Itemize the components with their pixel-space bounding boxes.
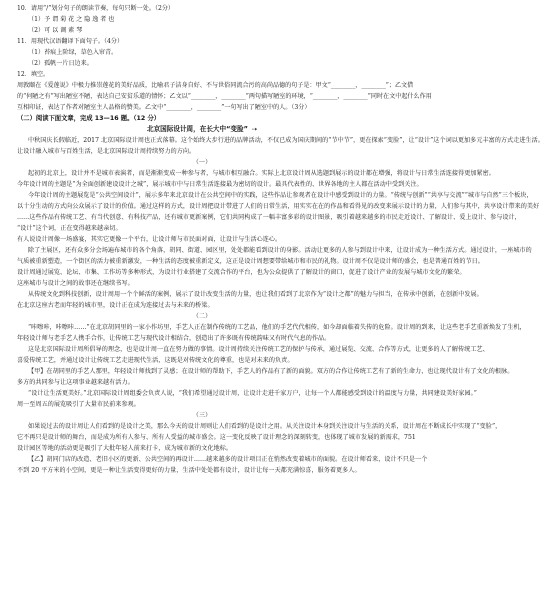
- question-10: 10．请用“/”划分句子的朗读节奏，每句只断一处。（2分）: [17, 5, 175, 12]
- paragraph-line: 喜爱传统工艺，并通过设计让传统工艺走进现代生活，这既是对传统文化的尊重，也是对未来的负责。: [17, 357, 294, 364]
- paragraph-line: “设计让生活更美好。”北京国际设计周组委会负责人说，“我们希望通过设计周，让设计走进千家万户，让每一个人都能感受到设计的温度与力量，共同建设美好家园。”: [28, 390, 477, 397]
- paragraph-line: 气质被重新塑造，一个街区的活力被重新激发，一种生活的态度被重新定义，这正是设计周想要带给城市和市民的礼物。设计周不仅是设计师的盛会，也是普通百姓的节日。: [17, 258, 484, 265]
- paragraph-line: 它不再只是设计师的舞台，而是成为所有人参与、所有人受益的城市盛会。这一变化反映了设计理念的深刻转变，也体现了城市发展的新需求，751: [17, 434, 416, 441]
- part-marker: （一）: [192, 159, 212, 166]
- paragraph-line: 在北京这座古老而年轻的城市里，设计正在成为连接过去与未来的桥梁。: [17, 302, 214, 309]
- question-10-item-2: （2）可 以 调 素 琴: [28, 27, 83, 34]
- paragraph-line: 中秋国庆长假临近，2017 北京国际设计周也正式落幕。这个始终大步行进的品牌活动，不仅已成为国庆期间的“节中节”，更在探索“变脸”，让“设计”这个词以更加多元丰富的方式走进生活。: [28, 137, 544, 144]
- paragraph-line: 设计园区等地的活动更是吸引了大批年轻人前来打卡，成为城市新的文化地标。: [17, 445, 233, 452]
- paragraph-line: 不到 20 平方米的小空间，更是一种让生活变得更好的力量，生活中处处都有设计，设计让每一天都充满惊喜，服务着更多人。: [17, 467, 361, 474]
- section-heading: （二）阅读下面文章，完成 13—16 题。（12 分）: [17, 115, 161, 122]
- part-marker: （二）: [192, 313, 212, 320]
- paragraph-line: ……这些作品有传统工艺、有当代创意、有科技产品，还有城市更新案例，它们共同构成了一幅丰富多彩的设计图景，吸引着越来越多的市民走近设计、了解设计、爱上设计、参与设计，: [17, 214, 521, 221]
- paragraph-line: 这是北京国际设计周所倡导的理念，也是设计周一直在努力做的事情。设计周持续关注传统工艺的保护与传承，通过展览、交流、合作等方式，让更多的人了解传统工艺、: [28, 346, 489, 353]
- question-10-item-1: （1）予 谓 菊 花 之 隐 逸 者 也: [28, 16, 115, 23]
- paragraph-line: 如果说过去的设计周让人们看到的是设计之美，那么今天的设计周则让人们看到的是设计之用。从关注设计本身到关注设计与生活的关系，设计周在不断成长中实现了“变脸”，: [28, 423, 502, 430]
- paragraph-line: “设计”这个词，正在变得越来越亲切。: [17, 225, 122, 232]
- article-title: 北京国际设计周，在长大中“变脸” ⇢: [146, 125, 257, 133]
- paragraph-line: 让设计融入城市与百姓生活，是北京国际设计周持续努力的方向。: [17, 148, 196, 155]
- paragraph-line: 除了主展区，还有众多分会场遍布城市的各个角落，胡同、街道、园区里，处处都能看到设计的身影。活动让更多的人参与到设计中来，让设计成为一种生活方式。通过设计，一座城市的: [28, 247, 532, 254]
- article-body: [17, 135, 544, 476]
- question-11: 11．用现代汉语翻译下面句子。（4分）: [17, 38, 124, 45]
- paragraph-line: 以十分生动的方式向公众展示了设计的价值。通过这样的方式，设计周把设计带进了人们的日常生活，用实实在在的作品和看得见的改变来展示设计的力量，人们参与其中，共享设计带来的美好: [17, 203, 540, 210]
- paragraph-line: 从传统文化到科技创新，设计周用一个个鲜活的案例，展示了设计改变生活的力量，也让我们看到了北京作为“设计之都”的魅力与担当，在传承中创新，在创新中发展。: [28, 291, 483, 298]
- question-11-item-2: （2）孤帆一片日边来。: [28, 60, 93, 67]
- paragraph-line: 设计周通过展览、论坛、市集、工作坊等多种形式，为设计行业搭建了交流合作的平台，也为公众提供了了解设计的窗口，促进了设计产业的发展与城市文化的繁荣。: [17, 269, 466, 276]
- paragraph-line: 今年设计周的主题是“为全面创新建设设计之城”，展示城市中与日常生活连接最为密切的设计。最具代表性的、世界各地的主人都在活动中受到关注。: [17, 181, 423, 188]
- paragraph-line: 有人说设计周像一场盛宴，其实它更像一个平台，让设计师与市民面对面，让设计与生活心连心。: [17, 236, 282, 243]
- paragraph-line: 周一至周五的展览吸引了大量市民前来参观。: [17, 401, 140, 408]
- question-11-item-1: （1）苔痕上阶绿，草色入帘青。: [28, 49, 118, 56]
- paragraph-line: “咔嚓咔，咔嚓咔……”在北京胡同里的一家小作坊里，手艺人正在制作传统的工艺品，他们的手艺代代相传，如今却面临着失传的危险。设计周的到来，让这些老手艺重新焕发了生机，: [28, 324, 526, 331]
- paragraph-line: 【甲】在胡同里的手艺人那里，年轻设计师找到了灵感；在设计师的帮助下，手艺人的作品有了新的面貌。双方的合作让传统工艺有了新的生命力，也让现代设计有了文化的根脉。: [28, 368, 514, 375]
- arrow-icon: ⇢: [251, 126, 257, 133]
- question-12: 12．填空。: [17, 71, 50, 78]
- part-marker: （三）: [192, 412, 212, 419]
- paragraph-line: 年轻设计师与老手艺人携手合作，让传统工艺与现代设计相结合，创造出了许多既有传统韵味又有时代气息的作品。: [17, 335, 331, 342]
- question-block: [17, 3, 432, 124]
- paragraph-line: 多方的共同参与让这项事业越来越有活力。: [17, 379, 134, 386]
- question-12-line-1: 周敦颐在《爱莲说》中极力推崇莲花的美好品质，比喻君子洁身自好、不与世俗同流合污的高尚品德的句子是：甲文“________，________”；乙文借: [17, 82, 414, 89]
- paragraph-line: 【乙】胡同门店的改造、老旧小区的更新、公共空间的再设计……越来越多的设计项目正在悄然改变着城市的面貌。在设计师看来，设计不只是一个: [28, 456, 428, 463]
- paragraph-line: 起初的北京上，设计并不是城市表演者，而是渐渐变成一种参与者，与城市相互融合。实际上北京设计周从选题到展示的设计都在增强，将设计与日常生活连接得更加紧密。: [28, 170, 495, 177]
- question-12-line-2: 的“何陋之有”写出陋室不陋，表达自己安贫乐道的情怀；乙文以“________，________”两句描写陋室的环境，“________，________”同时在文中起什么作用: [17, 93, 432, 100]
- paragraph-line: 今年设计周的主题展览是“公共空间设计”，展示多年来北京设计在公共空间中的实践，这些作品让参观者在设计中感受到设计的力量。“传统与创新”“共享与交流”“城市与自然”三个板块，: [28, 192, 533, 199]
- question-12-line-3: 互相印证，表达了作者对陋室主人品格的赞美。乙文中“________，________”一句写出了陋室中的人。（3分）: [17, 104, 311, 111]
- paragraph-line: 这座城市与设计之间的故事还在继续书写。: [17, 280, 134, 287]
